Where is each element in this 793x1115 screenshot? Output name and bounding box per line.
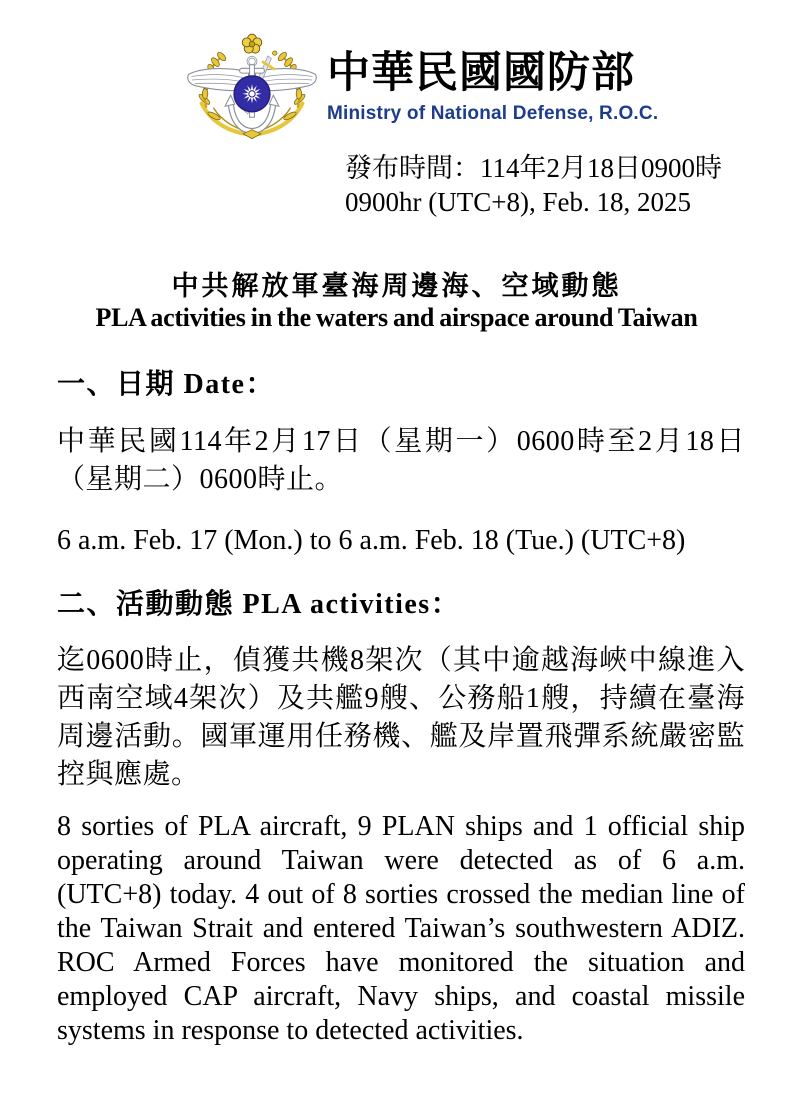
section-activities-body-zh bbox=[57, 642, 745, 794]
text-line: 西南空域4架次）及共艦9艘、公務船1艘，持續在臺海 bbox=[57, 683, 745, 714]
org-name-en: Ministry of National Defense, R.O.C. bbox=[327, 103, 659, 125]
release-time bbox=[345, 151, 722, 219]
section-activities-body-en bbox=[57, 810, 745, 1048]
text-line: systems in response to detected activities. bbox=[57, 1015, 524, 1046]
text-line: （星期二）0600時止。 bbox=[57, 464, 344, 495]
text-line: 迄0600時止，偵獲共機8架次（其中逾越海峽中線進入 bbox=[57, 645, 745, 676]
org-name-zh: 中華民國國防部 bbox=[327, 50, 635, 97]
plum-blossom-icon bbox=[242, 34, 261, 53]
text-line: the Taiwan Strait and entered Taiwan’s southwestern ADIZ. bbox=[57, 913, 745, 944]
release-time-en: 0900hr (UTC+8), Feb. 18, 2025 bbox=[345, 187, 691, 217]
national-sun-disc-icon bbox=[234, 76, 270, 112]
org-identity bbox=[327, 50, 658, 125]
text-line: (UTC+8) today. 4 out of 8 sorties crossed the median line of bbox=[57, 879, 745, 910]
section-date-heading: 一、日期 Date： bbox=[57, 369, 275, 400]
text-line: 周邊活動。國軍運用任務機、艦及岸置飛彈系統嚴密監 bbox=[57, 721, 745, 752]
section-activities-heading: 二、活動動態 PLA activities： bbox=[57, 589, 461, 620]
text-line: 控與應處。 bbox=[57, 759, 200, 790]
document-title-en: PLA activities in the waters and airspace around Taiwan bbox=[95, 303, 698, 332]
mnd-emblem-icon bbox=[183, 30, 321, 148]
text-line: 中華民國114年2月17日（星期一）0600時至2月18日 bbox=[57, 426, 745, 457]
document-title-zh: 中共解放軍臺海周邊海、空域動態 bbox=[171, 271, 622, 301]
text-line: employed CAP aircraft, Navy ships, and coastal missile bbox=[57, 981, 745, 1012]
text-line: operating around Taiwan were detected as of 6 a.m. bbox=[57, 845, 745, 876]
release-time-zh: 發布時間：114年2月18日0900時 bbox=[345, 153, 722, 183]
section-date-body-zh bbox=[57, 423, 745, 499]
text-line: ROC Armed Forces have monitored the situation and bbox=[57, 947, 745, 978]
section-date-body-en bbox=[57, 524, 745, 558]
text-line: 6 a.m. Feb. 17 (Mon.) to 6 a.m. Feb. 18 (Tue.) (UTC+8) bbox=[57, 525, 686, 556]
document-title bbox=[0, 269, 793, 333]
text-line: 8 sorties of PLA aircraft, 9 PLAN ships and 1 official ship bbox=[57, 811, 745, 842]
